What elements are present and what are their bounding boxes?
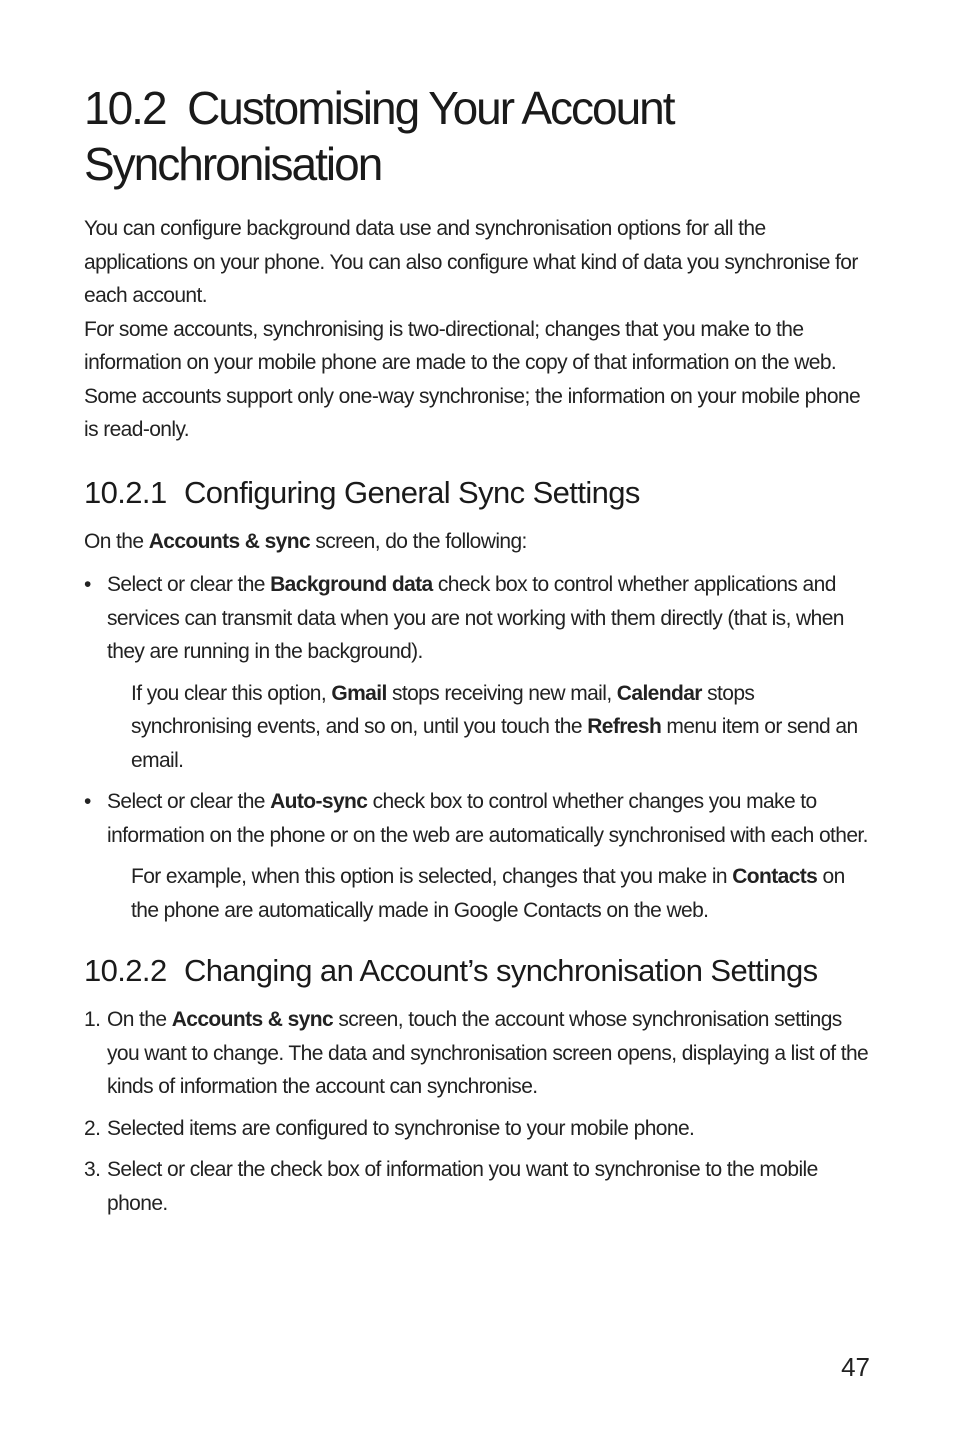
item-text-end: check box to control whether applications and services can transmit data when you are not working with them directly (that is, when they are running in the background). <box>107 573 844 663</box>
step-number: 3. <box>84 1158 101 1181</box>
note-bold-calendar: Calendar <box>616 681 702 705</box>
lead-text: On the <box>84 529 149 553</box>
note-text: If you clear this option, <box>131 681 332 705</box>
step-number: 2. <box>84 1116 101 1140</box>
intro-paragraph-1: You can configure background data use and synchronisation options for all the applications on your phone. You can also configure what kind of data you synchronise for each account. <box>84 217 858 307</box>
page-number: 47 <box>841 1352 870 1382</box>
step-text: Select or clear the check box of information you want to synchronise to the mobile phone. <box>107 1158 818 1215</box>
step-text-end: screen, touch the account whose synchronisation settings you want to change. The data and synchronisation screen opens, displaying a list of the kinds of information the account can synchronise. <box>107 1008 869 1098</box>
note-text: stops receiving new mail, <box>386 681 617 705</box>
section-number: 10.2.2 <box>84 953 167 988</box>
section-heading-general-sync <box>84 473 874 513</box>
page-title <box>84 80 874 192</box>
bullet-marker: • <box>84 573 91 596</box>
step-text: On the <box>107 1008 172 1031</box>
section-title: Changing an Account’s synchronisation Settings <box>184 953 818 988</box>
section-heading-account-sync <box>84 951 874 991</box>
step-number: 1. <box>84 1008 101 1031</box>
note-background-data <box>84 677 874 778</box>
intro-paragraph-2: For some accounts, synchronising is two-directional; changes that you make to the information on your mobile phone are made to the copy of that information on the web. Some accounts support only one-way synchronise; the information on your mobile phone is read-only. <box>84 317 861 441</box>
page-title-line2: Synchronisation <box>84 138 382 190</box>
document-page <box>84 80 874 1228</box>
list-item-background-data <box>84 568 874 669</box>
item-text: Select or clear the <box>107 790 271 813</box>
note-bold-gmail: Gmail <box>331 681 387 705</box>
section-lead <box>84 525 874 559</box>
note-text: For example, when this option is selected, changes that you make in <box>131 865 733 888</box>
section-title: Configuring General Sync Settings <box>184 474 640 510</box>
page-title-line1: 10.2 Customising Your Account <box>84 82 674 134</box>
section-number: 10.2.1 <box>84 474 167 510</box>
list-item-auto-sync <box>84 785 874 852</box>
note-bold-refresh: Refresh <box>587 715 662 738</box>
note-auto-sync <box>84 860 874 927</box>
list-item <box>84 1153 874 1220</box>
note-bold-contacts: Contacts <box>732 865 818 888</box>
steps-list <box>84 1003 874 1220</box>
sync-options-list-2 <box>84 785 874 852</box>
note-text: on the phone are automatically made in Google Contacts on the web. <box>131 865 845 922</box>
note-text: menu item or send an email. <box>131 715 858 772</box>
item-text-end: check box to control whether changes you make to information on the phone or on the web are automatically synchronised with each other. <box>107 790 868 847</box>
list-item <box>84 1112 874 1146</box>
lead-text-end: screen, do the following: <box>310 529 527 553</box>
step-text: Selected items are configured to synchronise to your mobile phone. <box>107 1116 695 1140</box>
list-item <box>84 1003 874 1104</box>
item-text: Select or clear the <box>107 573 271 596</box>
item-bold-term: Auto-sync <box>270 790 368 813</box>
lead-bold-term: Accounts & sync <box>148 529 311 553</box>
item-bold-term: Background data <box>270 573 433 596</box>
bullet-marker: • <box>84 790 91 813</box>
sync-options-list <box>84 568 874 669</box>
note-text: stops synchronising events, and so on, until you touch the <box>131 681 755 738</box>
step-bold-term: Accounts & sync <box>171 1008 334 1031</box>
